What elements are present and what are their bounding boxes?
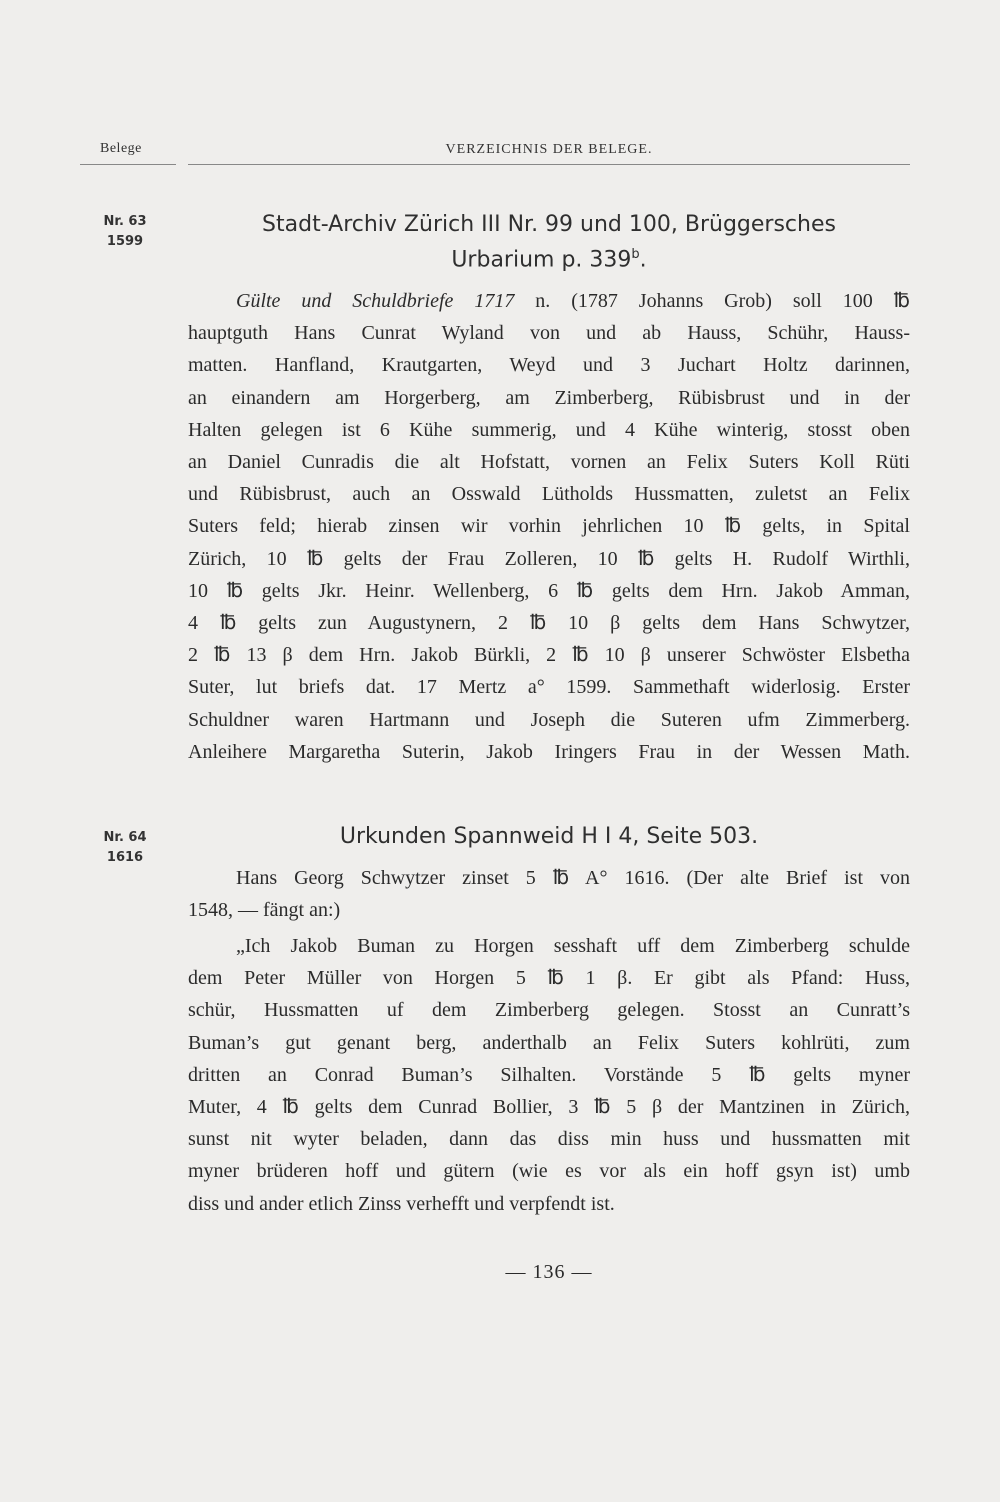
header-rule-margin (80, 164, 176, 165)
entry-64-margin-note (80, 828, 170, 868)
entry-64-paragraph-1 (188, 862, 910, 926)
text-line: an einandern am Horgerberg, am Zimberberg, Rübisbrust und in der (188, 386, 910, 409)
text-line: 2 ℔ 13 β dem Hrn. Jakob Bürkli, 2 ℔ 10 β unserer Schwöster Elsbetha (188, 644, 910, 667)
text-line: Zürich, 10 ℔ gelts der Frau Zolleren, 10 ℔ gelts H. Rudolf Wirthli, (188, 547, 910, 570)
text-line: diss und ander etlich Zinss verhefft und verpfendt ist. (188, 1192, 615, 1215)
text-line: hauptguth Hans Cunrat Wyland von und ab Hauss, Schühr, Hauss- (188, 322, 910, 345)
text-line: Anleihere Margaretha Suterin, Jakob Iringers Frau in der Wessen Math. (188, 740, 910, 763)
entry-year: 1599 (106, 234, 144, 249)
text-line: Suters feld; hierab zinsen wir vorhin jehrlichen 10 ℔ gelts, in Spital (188, 515, 910, 538)
text-line: dem Peter Müller von Horgen 5 ℔ 1 β. Er gibt als Pfand: Huss, (188, 967, 910, 990)
text-line: Buman’s gut genant berg, anderthalb an Felix Suters kohlrüti, zum (188, 1031, 910, 1054)
entry-title-line: Stadt-Archiv Zürich III Nr. 99 und 100, Brüggersches (262, 212, 836, 237)
entry-number: Nr. 64 (103, 830, 147, 845)
entry-title-line: Urbarium p. 339$^b$. (451, 247, 647, 273)
text-line: dritten an Conrad Buman’s Silhalten. Vorstände 5 ℔ gelts myner (188, 1063, 910, 1086)
entry-title-line: Urkunden Spannweid H I 4, Seite 503. (339, 824, 759, 849)
text-line: 1548, — fängt an:) (188, 899, 341, 922)
superscript: b (631, 247, 640, 262)
entry-year: 1616 (106, 850, 144, 865)
text-line: Schuldner waren Hartmann und Joseph die Suteren ufm Zimmerberg. (188, 708, 910, 731)
text-line: Halten gelegen ist 6 Kühe summerig, und 4 Kühe winterig, stosst oben (188, 418, 910, 441)
source-citation: Gülte und Schuldbriefe 1717 (236, 290, 515, 312)
entry-63-paragraph (188, 285, 910, 768)
running-head-margin: Belege (100, 141, 142, 156)
text-line: 10 ℔ gelts Jkr. Heinr. Wellenberg, 6 ℔ gelts dem Hrn. Jakob Amman, (188, 579, 910, 602)
entry-number: Nr. 63 (103, 214, 147, 229)
text-line: Hans Georg Schwytzer zinset 5 ℔ A° 1616. (Der alte Brief ist von (236, 867, 910, 889)
text-line: 4 ℔ gelts zun Augustynern, 2 ℔ 10 β gelts dem Hans Schwytzer, (188, 612, 910, 635)
text-line: myner brüderen hoff und gütern (wie es vor als ein hoff gsyn ist) umb (188, 1160, 910, 1183)
text-line: Suter, lut briefs dat. 17 Mertz a° 1599. Sammethaft widerlosig. Erster (188, 676, 910, 699)
running-head-title: VERZEICHNIS DER BELEGE. (445, 142, 653, 157)
entry-64-paragraph-2 (188, 930, 910, 1220)
text-line: schür, Hussmatten uf dem Zimberberg gelegen. Stosst an Cunratt’s (188, 999, 910, 1022)
page-number: — 136 — (505, 1261, 593, 1283)
text-line: Muter, 4 ℔ gelts dem Cunrad Bollier, 3 ℔ 5 β der Mantzinen in Zürich, (188, 1096, 910, 1119)
entry-64-title (188, 822, 910, 852)
text-line: und Rübisbrust, auch an Osswald Lütholds Hussmatten, zuletst an Felix (188, 483, 910, 506)
text-line: sunst nit wyter beladen, dann das diss min huss und hussmatten mit (188, 1128, 910, 1151)
entry-63-margin-note (80, 212, 170, 252)
text-line: „Ich Jakob Buman zu Horgen sesshaft uff dem Zimberberg schulde (236, 935, 910, 957)
entry-63-title (188, 210, 910, 275)
text-line: Gülte und Schuldbriefe 1717 n. (1787 Johanns Grob) soll 100 ℔ (236, 290, 910, 312)
text-line: matten. Hanfland, Krautgarten, Weyd und 3 Juchart Holtz darinnen, (188, 354, 910, 377)
header-rule-main (188, 164, 910, 165)
text-line: an Daniel Cunradis die alt Hofstatt, vornen an Felix Suters Koll Rüti (188, 451, 910, 474)
